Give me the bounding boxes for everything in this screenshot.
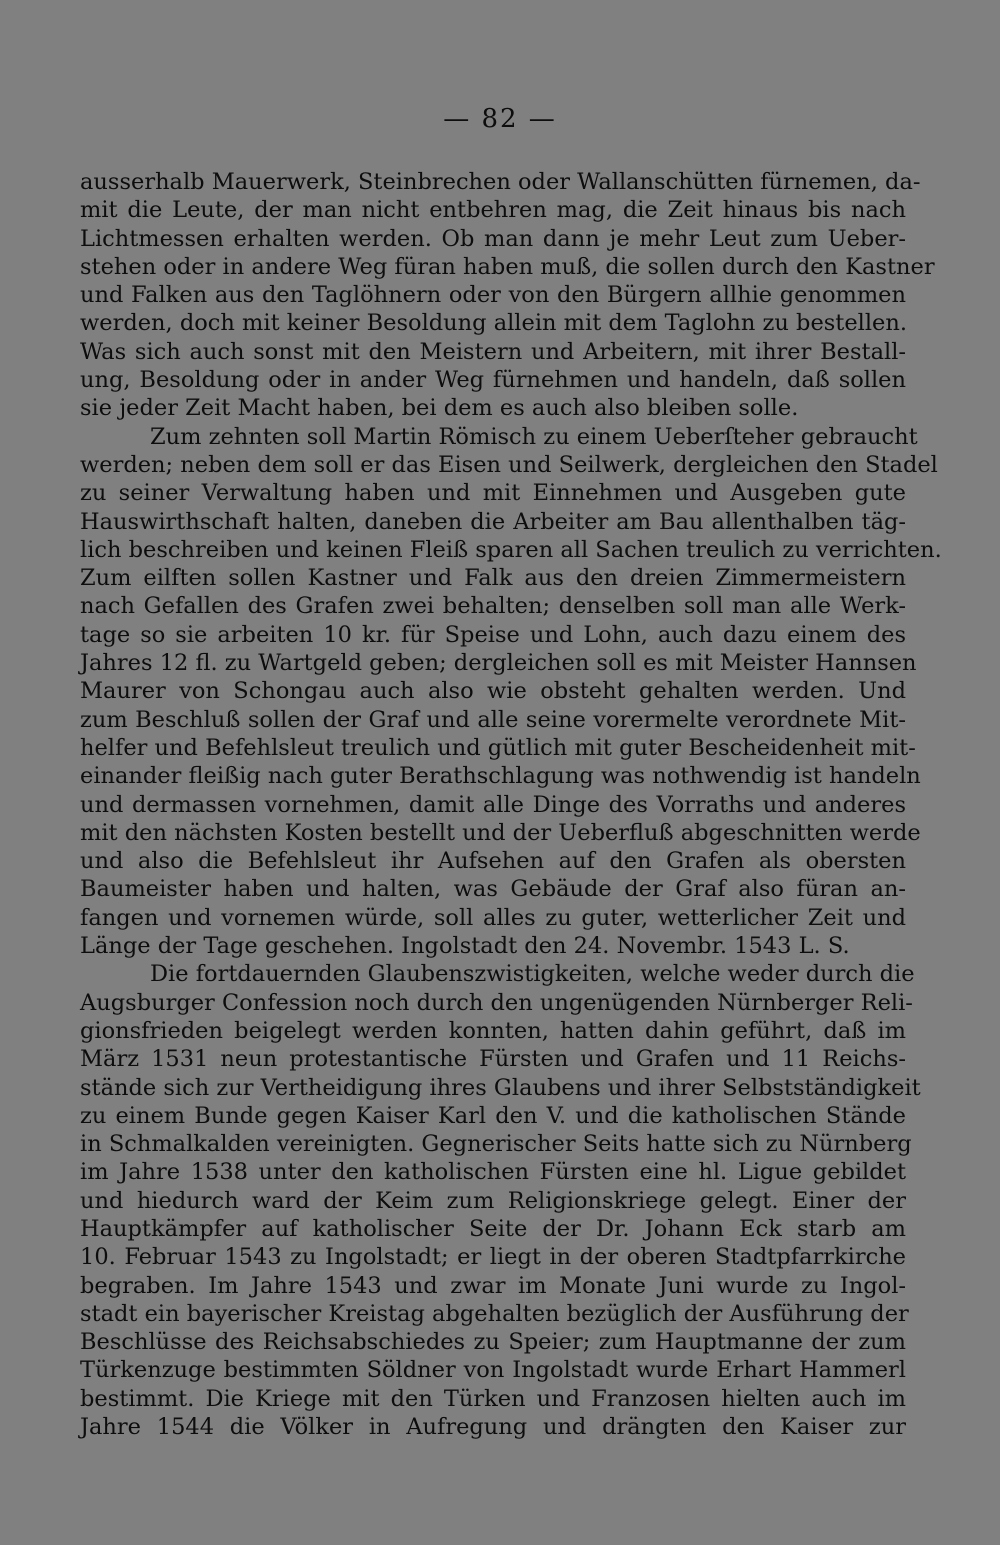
- text-line: zu einem Bunde gegen Kaiser Karl den V. und die katholischen Stände: [80, 1102, 906, 1129]
- text-line: und also die Befehlsleut ihr Aufsehen auf den Grafen als obersten: [80, 848, 906, 875]
- text-line: und Falken aus den Taglöhnern oder von den Bürgern allhie genommen: [80, 282, 906, 309]
- text-line: zum Beschluß sollen der Graf und alle seine vorermelte verordnete Mit-: [80, 706, 906, 733]
- text-line: Türkenzuge bestimmten Söldner von Ingolstadt wurde Erhart Hammerl: [80, 1357, 906, 1384]
- text-line: Hauswirthschaft halten, daneben die Arbeiter am Bau allenthalben täg-: [80, 508, 906, 535]
- text-line: werden; neben dem soll er das Eisen und Seilwerk, dergleichen den Stadel: [80, 451, 938, 478]
- text-line: zu seiner Verwaltung haben und mit Einnehmen und Ausgeben gute: [80, 480, 906, 507]
- page-number: — 82 —: [443, 104, 557, 134]
- text-line: Länge der Tage geschehen. Ingolstadt den 24. Novembr. 1543 L. S.: [80, 933, 850, 960]
- text-line: mit die Leute, der man nicht entbehren mag, die Zeit hinaus bis nach: [80, 197, 906, 224]
- text-line: lich beschreiben und keinen Fleiß sparen all Sachen treulich zu verrichten.: [80, 536, 942, 563]
- text-line: Lichtmessen erhalten werden. Ob man dann je mehr Leut zum Ueber-: [80, 225, 906, 252]
- text-line: stehen oder in andere Weg füran haben muß, die sollen durch den Kastner: [80, 253, 935, 280]
- text-line: Beschlüsse des Reichsabschiedes zu Speier; zum Hauptmanne der zum: [80, 1329, 906, 1356]
- text-line: Was sich auch sonst mit den Meistern und Arbeitern, mit ihrer Bestall-: [80, 338, 906, 365]
- text-line: einander fleißig nach guter Berathschlagung was nothwendig ist handeln: [80, 763, 921, 790]
- text-line: Zum eilften sollen Kastner und Falk aus den dreien Zimmermeistern: [80, 565, 906, 592]
- text-line: begraben. Im Jahre 1543 und zwar im Monate Juni wurde zu Ingol-: [80, 1272, 906, 1299]
- text-line: Maurer von Schongau auch also wie obsteht gehalten werden. Und: [80, 678, 906, 705]
- text-line: bestimmt. Die Kriege mit den Türken und Franzosen hielten auch im: [80, 1385, 906, 1412]
- text-line: Jahres 12 fl. zu Wartgeld geben; dergleichen soll es mit Meister Hannsen: [80, 650, 917, 677]
- text-line: ung, Besoldung oder in ander Weg fürnehmen und handeln, daß sollen: [80, 367, 906, 394]
- text-line: Jahre 1544 die Völker in Aufregung und drängten den Kaiser zur: [80, 1414, 906, 1441]
- text-line: und dermassen vornehmen, damit alle Dinge des Vorraths und anderes: [80, 791, 906, 818]
- text-line: im Jahre 1538 unter den katholischen Fürsten eine hl. Ligue gebildet: [80, 1159, 906, 1186]
- text-line: nach Gefallen des Grafen zwei behalten; denselben soll man alle Werk-: [80, 593, 906, 620]
- text-line: stände sich zur Vertheidigung ihres Glaubens und ihrer Selbstständigkeit: [80, 1074, 921, 1101]
- text-line: ausserhalb Mauerwerk, Steinbrechen oder Wallanschütten fürnemen, da-: [80, 169, 921, 195]
- text-line: mit den nächsten Kosten bestellt und der Ueberfluß abgeschnitten werde: [80, 819, 921, 846]
- body-text: [80, 168, 942, 1441]
- text-line: 10. Februar 1543 zu Ingolstadt; er liegt in der oberen Stadtpfarrkirche: [80, 1244, 906, 1271]
- text-line: März 1531 neun protestantische Fürsten und Grafen und 11 Reichs-: [80, 1046, 906, 1073]
- text-line: Hauptkämpfer auf katholischer Seite der Dr. Johann Eck starb am: [80, 1215, 906, 1242]
- text-line: Zum zehnten soll Martin Römisch zu einem Ueberſteher gebraucht: [150, 423, 918, 450]
- text-line: helfer und Befehlsleut treulich und gütlich mit guter Bescheidenheit mit-: [80, 734, 916, 761]
- text-line: in Schmalkalden vereinigten. Gegnerischer Seits hatte sich zu Nürnberg: [80, 1131, 912, 1158]
- text-line: und hiedurch ward der Keim zum Religionskriege gelegt. Einer der: [80, 1187, 906, 1214]
- text-line: Augsburger Confession noch durch den ungenügenden Nürnberger Reli-: [80, 989, 913, 1016]
- text-line: werden, doch mit keiner Besoldung allein mit dem Taglohn zu bestellen.: [80, 310, 908, 337]
- text-line: gionsfrieden beigelegt werden konnten, hatten dahin geführt, daß im: [80, 1017, 906, 1044]
- text-line: tage so sie arbeiten 10 kr. für Speise und Lohn, auch dazu einem des: [80, 621, 906, 648]
- text-line: stadt ein bayerischer Kreistag abgehalten bezüglich der Ausführung der: [80, 1300, 909, 1327]
- text-line: Die fortdauernden Glaubenszwistigkeiten, welche weder durch die: [150, 961, 915, 988]
- text-line: fangen und vornemen würde, soll alles zu guter, wetterlicher Zeit und: [80, 904, 906, 931]
- text-line: sie jeder Zeit Macht haben, bei dem es auch also bleiben solle.: [80, 395, 799, 422]
- text-line: Baumeister haben und halten, was Gebäude der Graf also füran an-: [80, 876, 906, 903]
